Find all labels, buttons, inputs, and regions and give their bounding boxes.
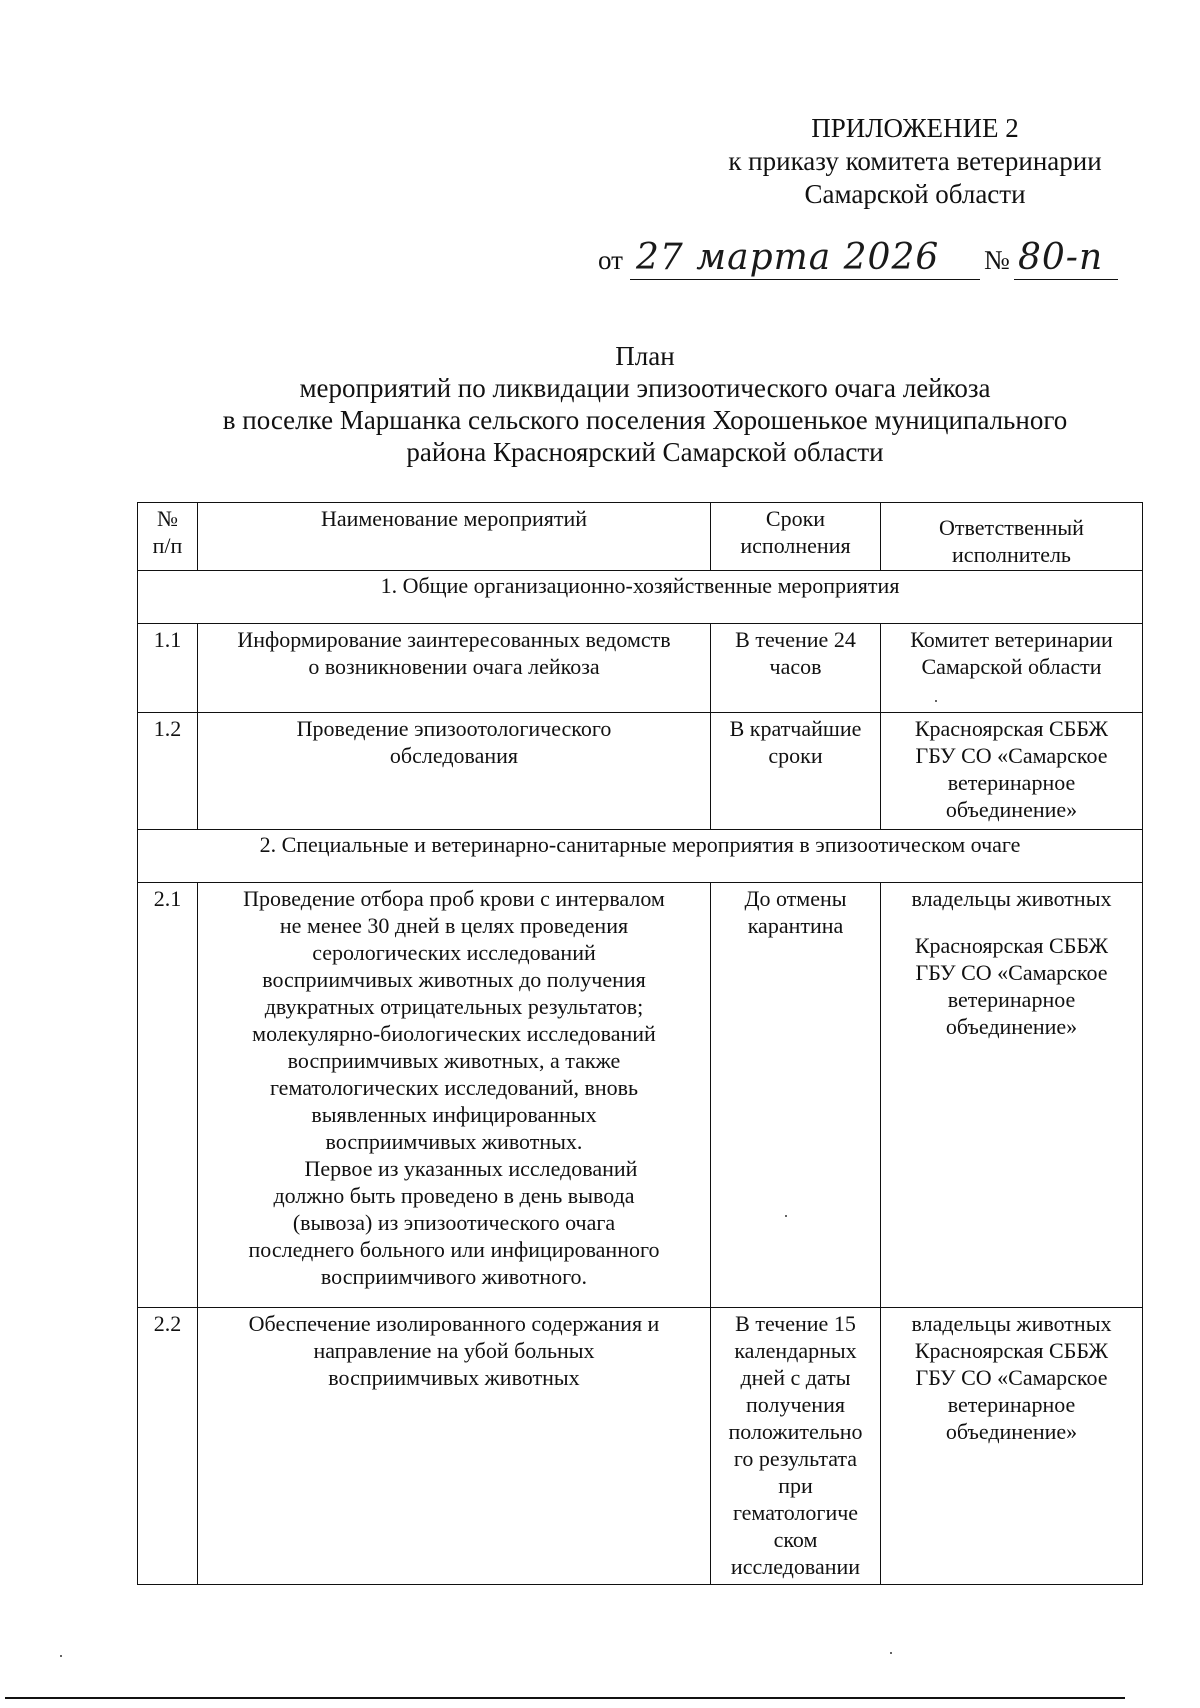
header-name: Наименование мероприятий	[198, 503, 711, 571]
table-row	[138, 883, 1143, 1308]
table-header-row	[138, 503, 1143, 571]
row-name: Информирование заинтересованных ведомств о возникновении очага лейкоза	[198, 624, 711, 713]
row-term: В течение 24 часов	[711, 624, 881, 713]
row-num: 2.2	[138, 1308, 198, 1585]
annex-order-line: к приказу комитета ветеринарии	[728, 146, 1102, 176]
section-row	[138, 571, 1143, 624]
table-row	[138, 624, 1143, 713]
date-prefix: от	[598, 245, 623, 275]
row-responsible: владельцы животных Красноярская СББЖ ГБУ СО «Самарское ветеринарное объединение»	[881, 883, 1143, 1308]
section-2-title: 2. Специальные и ветеринарно-санитарные мероприятия в эпизоотическом очаге	[138, 830, 1143, 883]
row-term: В кратчайшие сроки	[711, 713, 881, 830]
number-underline	[1014, 279, 1118, 280]
row-responsible: владельцы животных Красноярская СББЖ ГБУ СО «Самарское ветеринарное объединение»	[881, 1308, 1143, 1585]
plan-title-line1: План	[615, 341, 675, 371]
table-row	[138, 1308, 1143, 1585]
table-row	[138, 713, 1143, 830]
scan-speck	[890, 1652, 892, 1654]
annex-region-line: Самарской области	[804, 179, 1026, 209]
row-num: 1.2	[138, 713, 198, 830]
row-term: В течение 15 календарных дней с даты получения положительно го результата при гематологиче ском исследовании	[711, 1308, 881, 1585]
header-responsible: Ответственный исполнитель	[881, 503, 1143, 571]
plan-title-line3: в поселке Маршанка сельского поселения Хорошенькое муниципального	[222, 405, 1068, 435]
handwritten-number: 80-п	[1018, 237, 1104, 278]
annex-title: ПРИЛОЖЕНИЕ 2	[811, 113, 1019, 143]
row-responsible: Комитет ветеринарии Самарской области	[881, 624, 1143, 713]
handwritten-date: 27 марта 2026	[636, 237, 940, 278]
scan-edge-line	[5, 1697, 1125, 1699]
scan-speck	[60, 1655, 62, 1657]
measures-table	[137, 502, 1143, 1585]
section-1-title: 1. Общие организационно-хозяйственные мероприятия	[138, 571, 1143, 624]
row-responsible: Красноярская СББЖ ГБУ СО «Самарское ветеринарное объединение»	[881, 713, 1143, 830]
row-num: 2.1	[138, 883, 198, 1308]
plan-title-line2: мероприятий по ликвидации эпизоотического очага лейкоза	[299, 373, 991, 403]
scan-speck	[785, 1215, 787, 1217]
plan-title-line4: района Красноярский Самарской области	[406, 437, 884, 467]
row-term: До отмены карантина	[711, 883, 881, 1308]
number-prefix: №	[984, 245, 1010, 275]
row-name: Обеспечение изолированного содержания и направление на убой больных восприимчивых животных	[198, 1308, 711, 1585]
annex-header	[690, 112, 1140, 211]
row-num: 1.1	[138, 624, 198, 713]
scan-speck	[935, 700, 937, 702]
row-name: Проведение эпизоотологического обследования	[198, 713, 711, 830]
header-num: № п/п	[138, 503, 198, 571]
date-underline	[630, 279, 980, 280]
header-term: Сроки исполнения	[711, 503, 881, 571]
row-name: Проведение отбора проб крови с интервалом не менее 30 дней в целях проведения серологических исследований восприимчивых животных до получения двукратных отрицательных результатов; молекулярно-биологических исследований восприимчивых животных, а также гематологических исследований, вновь выявленных инфицированных восприимчивых животных. Первое из указанных исследований должно быть проведено в день вывода (вывоза) из эпизоотического очага последнего больного или инфицированного восприимчивого животного.	[198, 883, 711, 1308]
plan-title	[120, 340, 1170, 468]
order-reference	[598, 234, 1118, 280]
section-row	[138, 830, 1143, 883]
